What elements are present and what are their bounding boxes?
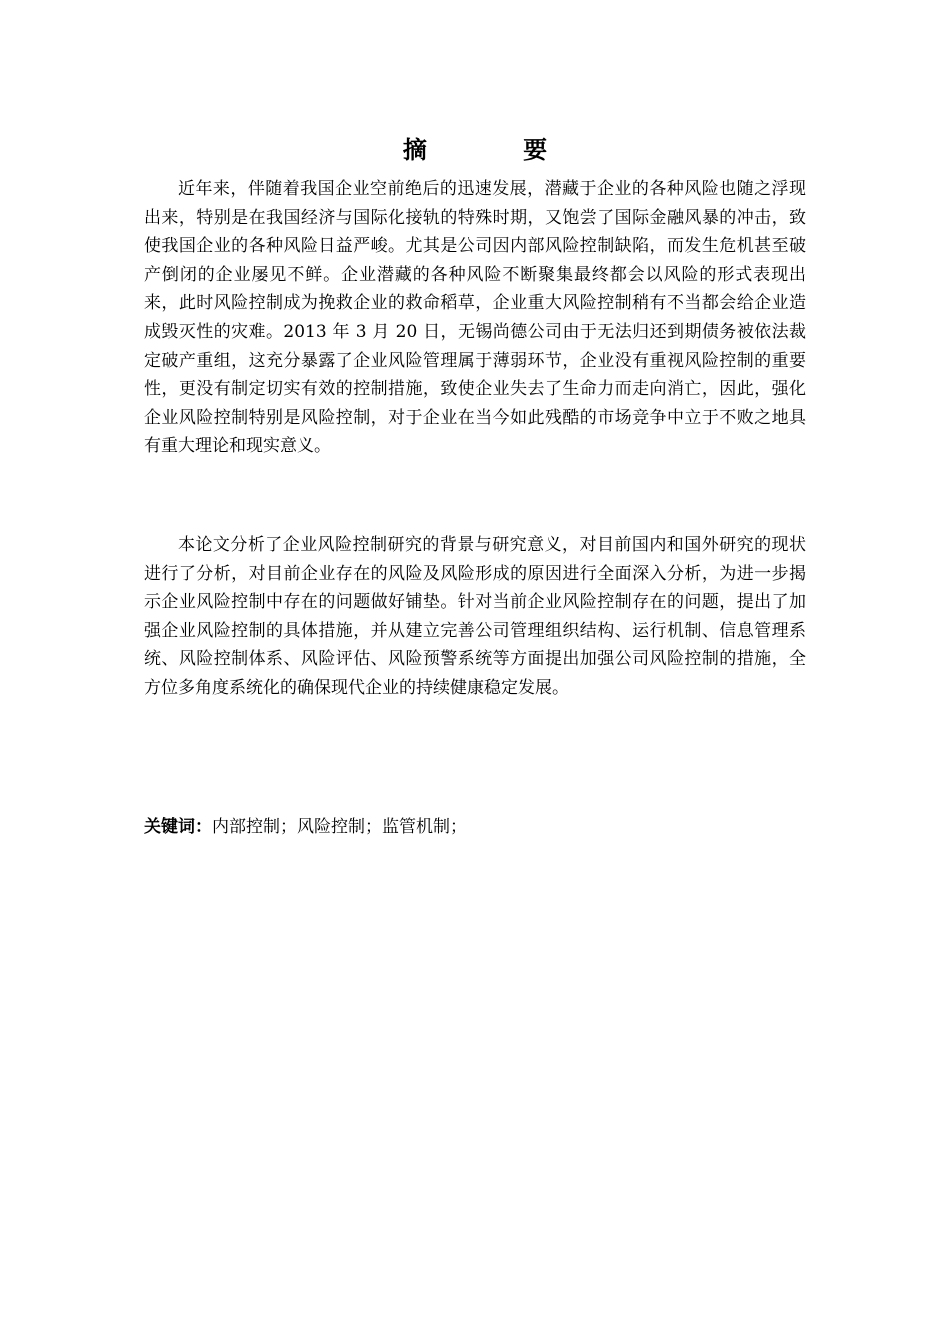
keywords-line [144,813,806,841]
abstract-paragraph-2: 本论文分析了企业风险控制研究的背景与研究意义，对目前国内和国外研究的现状进行了分析，对目前企业存在的风险及风险形成的原因进行全面深入分析，为进一步揭示企业风险控制中存在的问题做好铺垫。针对当前企业风险控制存在的问题，提出了加强企业风险控制的具体措施，并从建立完善公司管理组织结构、运行机制、信息管理系统、风险控制体系、风险评估、风险预警系统等方面提出加强公司风险控制的措施，全方位多角度系统化的确保现代企业的持续健康稳定发展。 [144,535,806,698]
abstract-title: 摘 要 [402,136,592,164]
keywords-label: 关键词： [144,817,212,837]
keywords-text: 内部控制；风险控制；监管机制； [212,817,467,837]
abstract-paragraph-1: 近年来，伴随着我国企业空前绝后的迅速发展，潜藏于企业的各种风险也随之浮现出来，特别是在我国经济与国际化接轨的特殊时期，又饱尝了国际金融风暴的冲击，致使我国企业的各种风险日益严峻。尤其是公司因内部风险控制缺陷，而发生危机甚至破产倒闭的企业屡见不鲜。企业潜藏的各种风险不断聚集最终都会以风险的形式表现出来，此时风险控制成为挽救企业的救命稻草，企业重大风险控制稍有不当都会给企业造成毁灭性的灾难。2013 年 3 月 20 日，无锡尚德公司由于无法归还到期债务被依法裁定破产重组，这充分暴露了企业风险管理属于薄弱环节，企业没有重视风险控制的重要性，更没有制定切实有效的控制措施，致使企业失去了生命力而走向消亡，因此，强化企业风险控制特别是风险控制，对于企业在当今如此残酷的市场竞争中立于不败之地具有重大理论和现实意义。 [144,179,806,457]
